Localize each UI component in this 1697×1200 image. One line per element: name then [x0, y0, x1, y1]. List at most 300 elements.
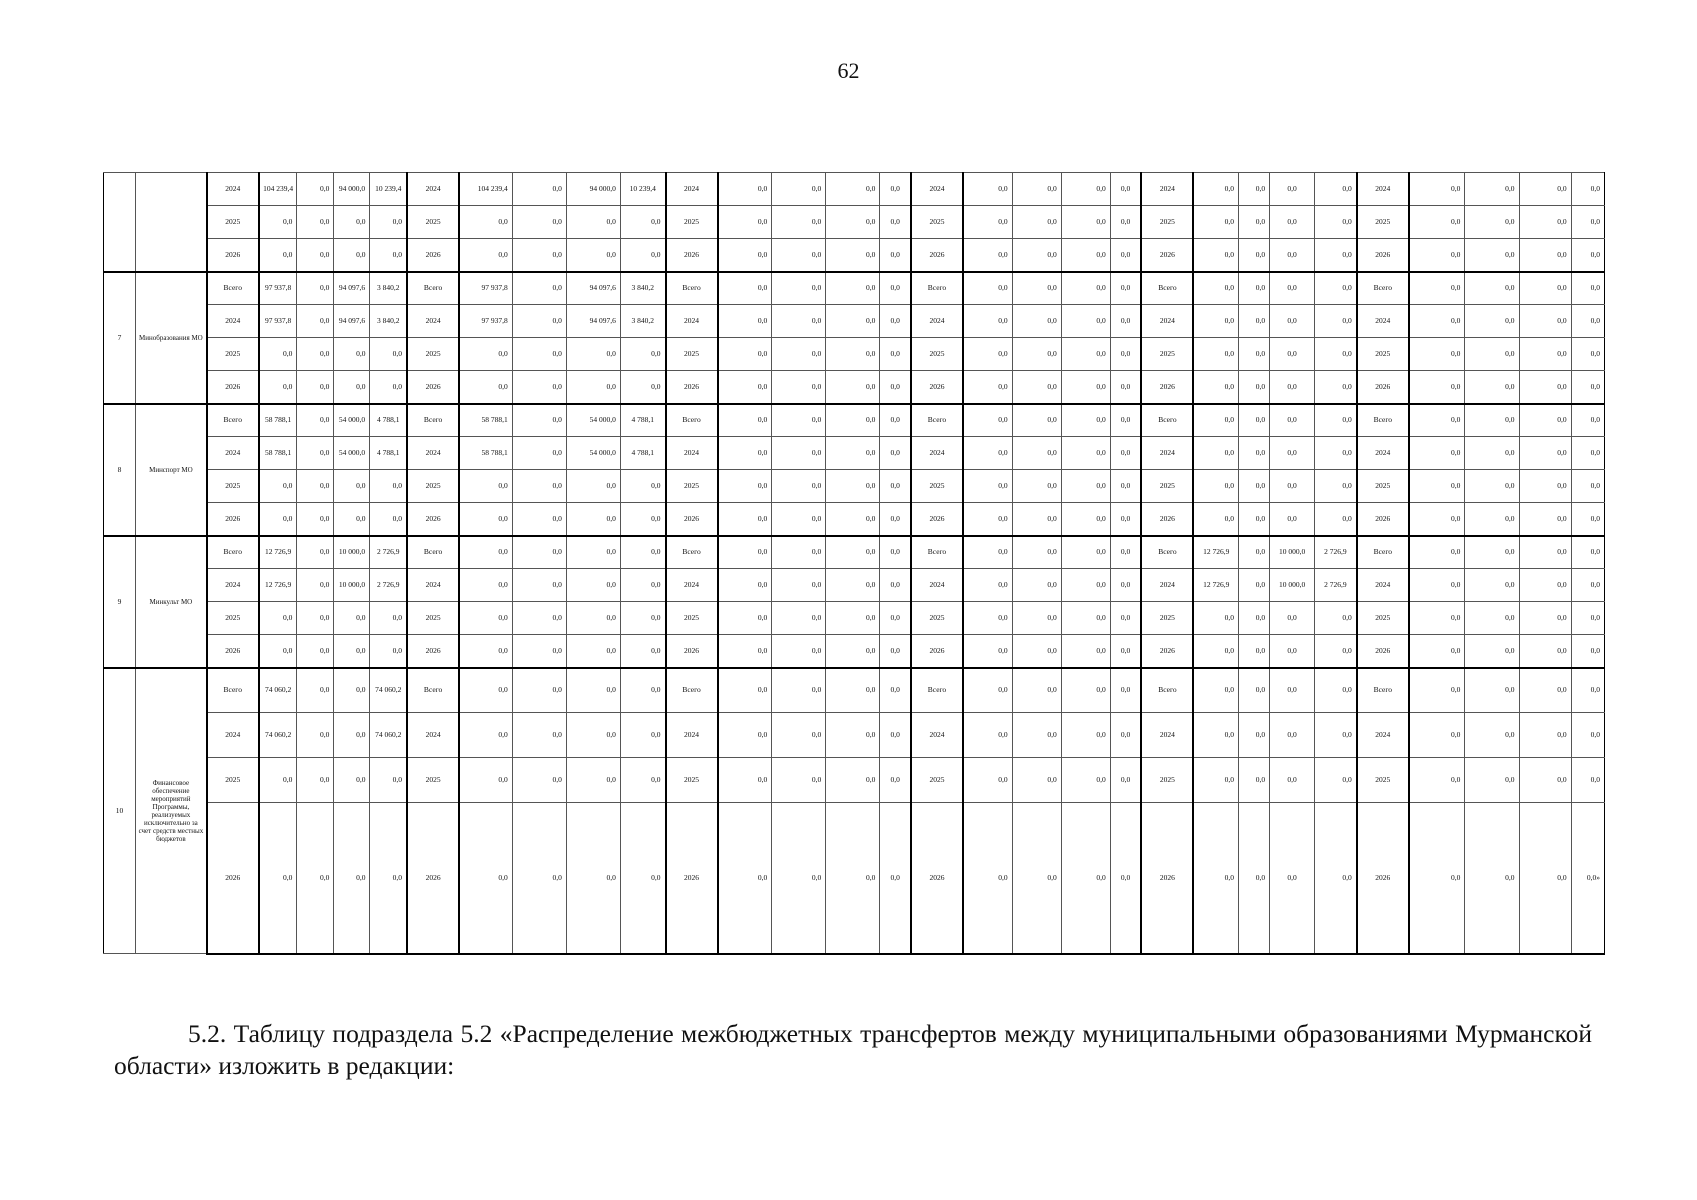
value-cell: 0,0: [963, 569, 1012, 602]
value-cell: 0,0: [963, 470, 1012, 503]
value-cell: 0,0: [1193, 371, 1238, 404]
value-cell: 0,0: [297, 206, 334, 239]
value-cell: 74 060,2: [370, 668, 407, 713]
period-cell: 2025: [1357, 206, 1409, 239]
value-cell: 0,0: [1110, 668, 1141, 713]
value-cell: 0,0: [772, 272, 826, 305]
value-cell: 0,0: [718, 437, 772, 470]
value-cell: 0,0: [880, 371, 911, 404]
value-cell: 0,0: [1239, 569, 1270, 602]
period-cell: 2025: [1357, 758, 1409, 803]
row-number-cell: 9: [104, 536, 136, 668]
value-cell: 0,0: [566, 470, 620, 503]
value-cell: 0,0: [1519, 239, 1571, 272]
value-cell: 0,0: [963, 635, 1012, 668]
value-cell: 0,0: [512, 803, 566, 954]
period-cell: 2026: [666, 371, 718, 404]
value-cell: 0,0: [1239, 470, 1270, 503]
value-cell: 0,0: [620, 206, 665, 239]
value-cell: 0,0: [1110, 404, 1141, 437]
value-cell: 0,0: [1519, 305, 1571, 338]
value-cell: 0,0: [566, 239, 620, 272]
value-cell: 0,0: [963, 536, 1012, 569]
value-cell: 0,0: [772, 404, 826, 437]
value-cell: 54 000,0: [334, 404, 370, 437]
value-cell: 0,0: [370, 635, 407, 668]
value-cell: 0,0: [334, 635, 370, 668]
period-cell: 2025: [207, 206, 259, 239]
value-cell: 0,0: [1239, 404, 1270, 437]
value-cell: 0,0: [826, 239, 880, 272]
value-cell: 0,0: [1012, 173, 1061, 206]
value-cell: 0,0: [963, 503, 1012, 536]
value-cell: 0,0: [1270, 338, 1315, 371]
value-cell: 0,0: [1270, 305, 1315, 338]
page-number: 62: [837, 58, 860, 83]
table-row: [104, 272, 1605, 305]
value-cell: 0,0: [334, 713, 370, 758]
value-cell: 0,0: [880, 305, 911, 338]
value-cell: 0,0: [512, 206, 566, 239]
period-cell: 2024: [207, 437, 259, 470]
value-cell: 0,0: [880, 635, 911, 668]
value-cell: 0,0: [718, 239, 772, 272]
period-cell: 2025: [911, 470, 963, 503]
period-cell: 2026: [1357, 503, 1409, 536]
table-row: [104, 437, 1605, 470]
row-number-cell: 10: [104, 668, 136, 954]
value-cell: 0,0: [334, 338, 370, 371]
value-cell: 0,0: [1239, 239, 1270, 272]
period-cell: 2025: [407, 602, 459, 635]
value-cell: 0,0: [512, 305, 566, 338]
value-cell: 74 060,2: [259, 713, 297, 758]
value-cell: 0,0: [1519, 758, 1571, 803]
value-cell: 0,0: [297, 173, 334, 206]
value-cell: 10 239,4: [620, 173, 665, 206]
value-cell: 10 239,4: [370, 173, 407, 206]
period-cell: 2024: [1357, 569, 1409, 602]
value-cell: 0,0: [1571, 470, 1604, 503]
value-cell: 0,0: [1061, 569, 1110, 602]
value-cell: 0,0: [1012, 503, 1061, 536]
value-cell: 0,0: [334, 602, 370, 635]
value-cell: 0,0: [772, 206, 826, 239]
value-cell: 0,0: [1061, 206, 1110, 239]
value-cell: 0,0: [1239, 635, 1270, 668]
value-cell: 0,0: [826, 305, 880, 338]
value-cell: 0,0: [1409, 470, 1465, 503]
period-cell: Всего: [1141, 404, 1193, 437]
value-cell: 0,0: [512, 470, 566, 503]
period-cell: 2024: [407, 437, 459, 470]
period-cell: 2026: [911, 635, 963, 668]
value-cell: 0,0: [512, 713, 566, 758]
value-cell: 0,0: [772, 713, 826, 758]
value-cell: 0,0: [259, 239, 297, 272]
value-cell: 0,0: [718, 206, 772, 239]
period-cell: 2025: [1141, 758, 1193, 803]
value-cell: 0,0: [1571, 206, 1604, 239]
value-cell: 0,0: [297, 602, 334, 635]
value-cell: 0,0: [620, 503, 665, 536]
value-cell: 0,0: [1315, 404, 1357, 437]
value-cell: 0,0: [1270, 668, 1315, 713]
period-cell: 2026: [207, 635, 259, 668]
value-cell: 0,0: [566, 635, 620, 668]
value-cell: 0,0: [1315, 239, 1357, 272]
value-cell: 0,0: [1193, 305, 1238, 338]
period-cell: 2025: [1357, 602, 1409, 635]
period-cell: 2024: [911, 713, 963, 758]
value-cell: 0,0: [566, 206, 620, 239]
value-cell: 0,0: [1012, 470, 1061, 503]
value-cell: 0,0: [1193, 803, 1238, 954]
value-cell: 0,0: [459, 371, 512, 404]
value-cell: 0,0: [963, 371, 1012, 404]
value-cell: 0,0: [1465, 239, 1519, 272]
value-cell: 0,0: [1315, 437, 1357, 470]
value-cell: 0,0: [1061, 758, 1110, 803]
period-cell: 2024: [1141, 569, 1193, 602]
value-cell: 0,0: [512, 437, 566, 470]
period-cell: 2025: [666, 206, 718, 239]
value-cell: 0,0: [334, 503, 370, 536]
period-cell: 2026: [407, 239, 459, 272]
table-row: [104, 371, 1605, 404]
value-cell: 0,0: [1012, 569, 1061, 602]
value-cell: 0,0: [1409, 668, 1465, 713]
period-cell: 2024: [911, 569, 963, 602]
value-cell: 0,0: [1270, 602, 1315, 635]
value-cell: 0,0: [1315, 668, 1357, 713]
value-cell: 0,0: [566, 371, 620, 404]
row-number-cell: 8: [104, 404, 136, 536]
value-cell: 0,0: [880, 470, 911, 503]
period-cell: 2026: [666, 635, 718, 668]
value-cell: 0,0: [1061, 404, 1110, 437]
table-row: [104, 569, 1605, 602]
value-cell: 0,0: [1571, 239, 1604, 272]
value-cell: 0,0: [880, 239, 911, 272]
value-cell: 0,0: [772, 338, 826, 371]
value-cell: 0,0: [718, 569, 772, 602]
value-cell: 0,0: [880, 602, 911, 635]
value-cell: 0,0: [259, 371, 297, 404]
value-cell: 0,0: [1465, 758, 1519, 803]
value-cell: 0,0: [772, 371, 826, 404]
value-cell: 97 937,8: [259, 305, 297, 338]
period-cell: Всего: [207, 272, 259, 305]
value-cell: 0,0: [512, 371, 566, 404]
value-cell: 0,0: [1465, 305, 1519, 338]
value-cell: 0,0: [772, 569, 826, 602]
period-cell: 2025: [1141, 470, 1193, 503]
value-cell: 0,0: [297, 371, 334, 404]
value-cell: 0,0: [1239, 272, 1270, 305]
value-cell: 0,0: [1571, 536, 1604, 569]
value-cell: 0,0: [1012, 635, 1061, 668]
value-cell: 10 000,0: [334, 569, 370, 602]
period-cell: 2024: [407, 173, 459, 206]
value-cell: 0,0: [1519, 404, 1571, 437]
value-cell: 0,0: [370, 470, 407, 503]
table-row: [104, 758, 1605, 803]
value-cell: 0,0: [1465, 713, 1519, 758]
period-cell: 2026: [666, 503, 718, 536]
value-cell: 0,0: [297, 437, 334, 470]
value-cell: 0,0: [512, 602, 566, 635]
value-cell: 0,0: [1193, 758, 1238, 803]
period-cell: Всего: [911, 536, 963, 569]
value-cell: 0,0: [459, 503, 512, 536]
period-cell: Всего: [911, 404, 963, 437]
value-cell: 58 788,1: [459, 404, 512, 437]
value-cell: 2 726,9: [370, 569, 407, 602]
value-cell: 0,0: [1110, 371, 1141, 404]
value-cell: 0,0: [1239, 758, 1270, 803]
value-cell: 0,0: [1012, 338, 1061, 371]
value-cell: 97 937,8: [459, 305, 512, 338]
period-cell: 2024: [666, 713, 718, 758]
value-cell: 0,0: [1315, 272, 1357, 305]
value-cell: 0,0: [1270, 371, 1315, 404]
value-cell: 94 000,0: [334, 173, 370, 206]
value-cell: 0,0: [772, 437, 826, 470]
value-cell: 0,0: [963, 758, 1012, 803]
period-cell: 2026: [407, 803, 459, 954]
value-cell: 0,0: [1465, 404, 1519, 437]
value-cell: 0,0: [1193, 239, 1238, 272]
value-cell: 54 000,0: [334, 437, 370, 470]
period-cell: 2024: [1357, 305, 1409, 338]
value-cell: 0,0: [1110, 635, 1141, 668]
value-cell: 0,0: [772, 173, 826, 206]
value-cell: 0,0: [1571, 371, 1604, 404]
value-cell: 3 840,2: [620, 305, 665, 338]
value-cell: 0,0: [334, 371, 370, 404]
period-cell: Всего: [207, 404, 259, 437]
value-cell: 0,0: [1270, 758, 1315, 803]
value-cell: 0,0: [1110, 503, 1141, 536]
value-cell: 0,0: [1465, 371, 1519, 404]
value-cell: 0,0: [1409, 371, 1465, 404]
value-cell: 0,0: [1519, 338, 1571, 371]
value-cell: 0,0: [1239, 338, 1270, 371]
value-cell: 2 726,9: [1315, 536, 1357, 569]
period-cell: 2025: [666, 758, 718, 803]
value-cell: 0,0: [718, 503, 772, 536]
value-cell: 0,0: [1465, 536, 1519, 569]
value-cell: 0,0: [1239, 206, 1270, 239]
value-cell: 0,0: [512, 239, 566, 272]
table-row: [104, 206, 1605, 239]
value-cell: 0,0: [1409, 206, 1465, 239]
value-cell: 0,0: [1465, 503, 1519, 536]
value-cell: 0,0: [718, 371, 772, 404]
value-cell: 0,0: [1270, 713, 1315, 758]
value-cell: 0,0: [1465, 272, 1519, 305]
value-cell: 0,0: [1012, 437, 1061, 470]
value-cell: 0,0: [1110, 338, 1141, 371]
organization-cell: Минобразования МО: [136, 272, 207, 404]
value-cell: 0,0: [772, 602, 826, 635]
value-cell: 0,0: [512, 569, 566, 602]
value-cell: 0,0: [566, 713, 620, 758]
value-cell: 0,0: [826, 536, 880, 569]
period-cell: 2026: [207, 503, 259, 536]
value-cell: 0,0: [772, 668, 826, 713]
value-cell: 0,0: [826, 758, 880, 803]
value-cell: 0,0: [459, 206, 512, 239]
period-cell: 2025: [407, 470, 459, 503]
value-cell: 0,0: [826, 371, 880, 404]
value-cell: 0,0: [1193, 206, 1238, 239]
period-cell: 2025: [666, 470, 718, 503]
value-cell: 0,0: [1061, 470, 1110, 503]
value-cell: 0,0: [1012, 371, 1061, 404]
value-cell: 97 937,8: [459, 272, 512, 305]
value-cell: 0,0: [772, 470, 826, 503]
period-cell: 2024: [1357, 437, 1409, 470]
table-row: [104, 503, 1605, 536]
value-cell: 0,0: [259, 338, 297, 371]
value-cell: 2 726,9: [1315, 569, 1357, 602]
value-cell: 0,0: [1110, 470, 1141, 503]
value-cell: 0,0: [1409, 437, 1465, 470]
value-cell: 0,0: [1315, 758, 1357, 803]
value-cell: 0,0: [1519, 536, 1571, 569]
value-cell: 0,0: [826, 803, 880, 954]
value-cell: 0,0: [772, 635, 826, 668]
value-cell: 2 726,9: [370, 536, 407, 569]
value-cell: 0,0: [1465, 668, 1519, 713]
value-cell: 0,0: [826, 602, 880, 635]
value-cell: 0,0: [772, 239, 826, 272]
period-cell: Всего: [407, 668, 459, 713]
period-cell: 2026: [666, 803, 718, 954]
value-cell: 0,0: [1409, 536, 1465, 569]
period-cell: 2026: [1357, 239, 1409, 272]
period-cell: 2024: [407, 569, 459, 602]
value-cell: 0,0: [1571, 305, 1604, 338]
value-cell: 94 000,0: [566, 173, 620, 206]
value-cell: 3 840,2: [370, 272, 407, 305]
value-cell: 0,0: [1012, 758, 1061, 803]
period-cell: Всего: [207, 668, 259, 713]
value-cell: 0,0: [718, 272, 772, 305]
value-cell: 0,0: [772, 305, 826, 338]
value-cell: 0,0: [370, 239, 407, 272]
value-cell: 0,0: [1409, 305, 1465, 338]
value-cell: 0,0: [1193, 635, 1238, 668]
value-cell: 0,0: [1061, 272, 1110, 305]
value-cell: 0,0: [1110, 713, 1141, 758]
value-cell: 0,0: [370, 503, 407, 536]
value-cell: 0,0: [1193, 602, 1238, 635]
value-cell: 94 097,6: [566, 305, 620, 338]
table-row: [104, 803, 1605, 954]
value-cell: 0,0: [963, 437, 1012, 470]
period-cell: 2025: [407, 338, 459, 371]
value-cell: 3 840,2: [620, 272, 665, 305]
value-cell: 0,0: [1571, 173, 1604, 206]
value-cell: 0,0: [1519, 503, 1571, 536]
value-cell: 0,0: [297, 305, 334, 338]
value-cell: 0,0: [880, 272, 911, 305]
period-cell: 2024: [1357, 173, 1409, 206]
period-cell: 2026: [1141, 803, 1193, 954]
value-cell: 0,0: [334, 758, 370, 803]
period-cell: 2024: [911, 173, 963, 206]
value-cell: 0,0: [963, 602, 1012, 635]
value-cell: 0,0: [880, 668, 911, 713]
value-cell: 0,0: [1409, 803, 1465, 954]
value-cell: 0,0: [1571, 338, 1604, 371]
value-cell: 0,0: [259, 758, 297, 803]
value-cell: 0,0: [1061, 239, 1110, 272]
period-cell: Всего: [666, 272, 718, 305]
value-cell: 0,0: [1409, 338, 1465, 371]
value-cell: 54 000,0: [566, 437, 620, 470]
period-cell: Всего: [1357, 536, 1409, 569]
value-cell: 74 060,2: [259, 668, 297, 713]
period-cell: 2026: [207, 803, 259, 954]
period-cell: Всего: [1141, 536, 1193, 569]
value-cell: 0,0: [826, 437, 880, 470]
value-cell: 0,0: [963, 338, 1012, 371]
period-cell: 2024: [1141, 437, 1193, 470]
value-cell: 0,0: [1465, 173, 1519, 206]
value-cell: 0,0: [1110, 272, 1141, 305]
value-cell: 0,0: [718, 602, 772, 635]
value-cell: 0,0: [1061, 668, 1110, 713]
value-cell: 0,0: [334, 206, 370, 239]
period-cell: Всего: [407, 272, 459, 305]
table-row: [104, 602, 1605, 635]
period-cell: 2025: [207, 470, 259, 503]
budget-table: [103, 172, 1605, 955]
value-cell: 0,0: [1193, 173, 1238, 206]
value-cell: 12 726,9: [259, 569, 297, 602]
value-cell: 0,0: [1315, 206, 1357, 239]
value-cell: 4 788,1: [620, 404, 665, 437]
value-cell: 0,0: [1061, 371, 1110, 404]
value-cell: 0,0: [1239, 503, 1270, 536]
value-cell: 97 937,8: [259, 272, 297, 305]
value-cell: 0,0: [1519, 206, 1571, 239]
row-number-cell: [104, 173, 136, 272]
period-cell: Всего: [1357, 404, 1409, 437]
value-cell: 0,0: [1193, 272, 1238, 305]
period-cell: 2025: [666, 602, 718, 635]
table-row: [104, 635, 1605, 668]
value-cell: 0,0: [718, 404, 772, 437]
value-cell: 0,0: [1270, 803, 1315, 954]
value-cell: 0,0: [1061, 305, 1110, 338]
table-row: [104, 536, 1605, 569]
value-cell: 0,0: [512, 503, 566, 536]
period-cell: Всего: [407, 404, 459, 437]
value-cell: 0,0: [459, 239, 512, 272]
value-cell: 0,0: [963, 206, 1012, 239]
value-cell: 0,0: [459, 536, 512, 569]
value-cell: 0,0: [1061, 503, 1110, 536]
value-cell: 0,0: [566, 803, 620, 954]
value-cell: 0,0: [1012, 404, 1061, 437]
value-cell: 0,0: [880, 713, 911, 758]
value-cell: 0,0: [1012, 602, 1061, 635]
